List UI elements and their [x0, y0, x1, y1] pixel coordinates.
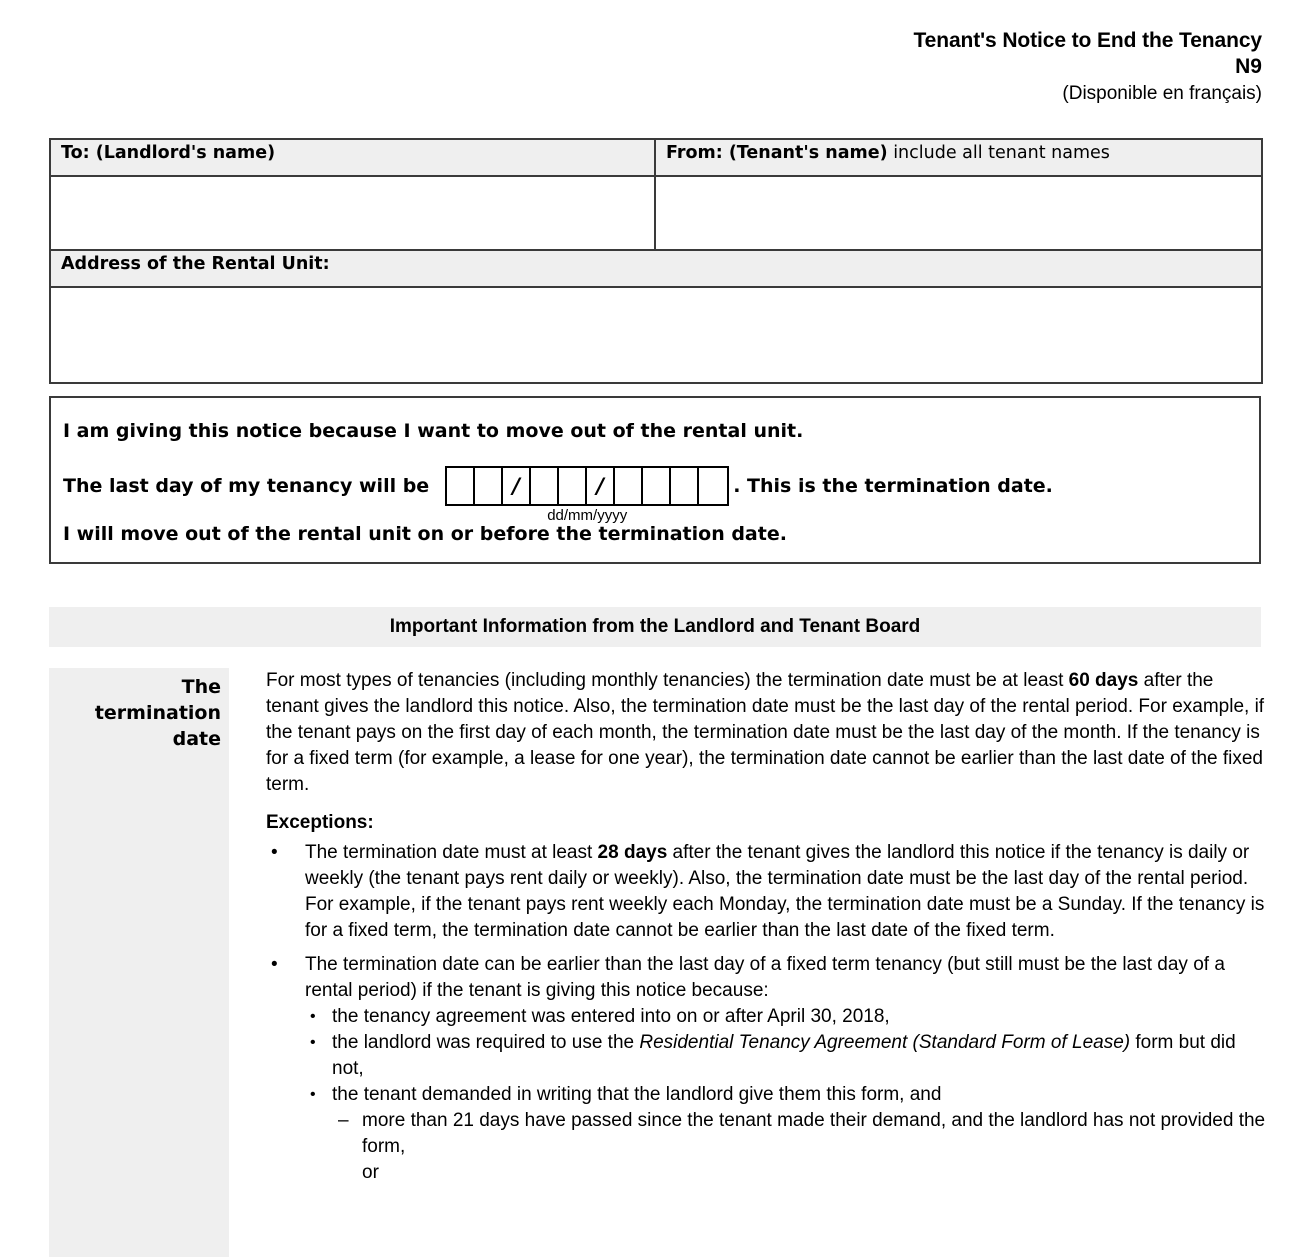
- bullet1-part1: The termination date must at least: [305, 842, 598, 863]
- landlord-name-label: To: (Landlord's name): [61, 143, 276, 163]
- sub-bullet-standard-form-part1: the landlord was required to use the: [332, 1032, 640, 1053]
- sub-bullet-standard-form-part2: form but did not,: [332, 1032, 1236, 1079]
- date-cell-m2[interactable]: [559, 468, 587, 504]
- notice-declaration-box: [49, 396, 1261, 564]
- form-code: N9: [1235, 55, 1262, 78]
- landlord-name-field[interactable]: [50, 176, 655, 250]
- bullet1-emphasis-28-days: 28 days: [597, 842, 668, 863]
- date-cell-y1[interactable]: [615, 468, 643, 504]
- list-item: [305, 1004, 1271, 1030]
- bullet1-part2: after the tenant gives the landlord this notice if the tenancy is daily or weekly (the tenant pays rent daily or weekly). Also, the termination date must be the last day of the rental period. For example, if the tenant pays rent weekly each Monday, the termination date must be a Sunday. If the tenancy is for a fixed term, the termination date cannot be earlier than the last date of the fixed term.: [305, 842, 1265, 941]
- important-information-banner: Important Information from the Landlord and Tenant Board: [49, 607, 1261, 647]
- rental-address-header: [50, 250, 1262, 287]
- termination-date-field[interactable]: [445, 466, 729, 525]
- document-header: [913, 28, 1262, 107]
- termination-date-boxes[interactable]: [445, 466, 729, 506]
- table-row: [50, 139, 1262, 176]
- table-row: [50, 287, 1262, 383]
- paragraph1-part1: For most types of tenancies (including monthly tenancies) the termination date must be at least: [266, 670, 1069, 691]
- list-item: [332, 1108, 1271, 1160]
- exceptions-list: [266, 840, 1271, 1186]
- paragraph1-part2: after the tenant gives the landlord this notice. Also, the termination date must be the last day of the rental period. For example, if the tenant pays on the first day of each month, the termination date must be the last day of the month. If the tenancy is for a fixed term (for example, a lease for one year), the termination date cannot be earlier than the last date of the fixed term.: [266, 670, 1265, 795]
- list-item: [266, 952, 1271, 1186]
- move-out-statement: I will move out of the rental unit on or before the termination date.: [63, 523, 787, 545]
- rental-address-label: Address of the Rental Unit:: [61, 254, 330, 274]
- date-cell-sep2: /: [587, 468, 615, 504]
- date-cell-y4[interactable]: [699, 468, 727, 504]
- sub-bullet-tenancy-agreement-date: the tenancy agreement was entered into on or after April 30, 2018,: [332, 1006, 890, 1027]
- date-cell-sep1: /: [503, 468, 531, 504]
- tenant-name-label: From: (Tenant's name): [666, 143, 888, 163]
- termination-date-paragraph: [266, 668, 1271, 798]
- exception-conditions-list: [305, 1004, 1271, 1186]
- section-label-column: [49, 668, 229, 1257]
- tenant-name-field[interactable]: [655, 176, 1262, 250]
- date-cell-d1[interactable]: [447, 468, 475, 504]
- language-availability-note: (Disponible en français): [1062, 83, 1262, 104]
- page-title: Tenant's Notice to End the Tenancy: [913, 29, 1262, 52]
- termination-date-row: [63, 466, 1053, 525]
- table-row: [50, 176, 1262, 250]
- date-cell-y2[interactable]: [643, 468, 671, 504]
- date-cell-y3[interactable]: [671, 468, 699, 504]
- tenant-name-header: [655, 139, 1262, 176]
- date-cell-m1[interactable]: [531, 468, 559, 504]
- rental-address-field[interactable]: [50, 287, 1262, 383]
- table-row: [50, 250, 1262, 287]
- date-cell-d2[interactable]: [475, 468, 503, 504]
- landlord-name-header: [50, 139, 655, 176]
- section-content-column: [229, 668, 1271, 1257]
- termination-date-suffix: . This is the termination date.: [733, 475, 1053, 497]
- paragraph1-emphasis-60-days: 60 days: [1068, 670, 1139, 691]
- sub-bullet-tenant-demanded: the tenant demanded in writing that the landlord give them this form, and: [332, 1084, 942, 1105]
- tenant-name-hint: include all tenant names: [887, 143, 1110, 163]
- date-format-hint: dd/mm/yyyy: [547, 507, 628, 524]
- dash-item-21-days: more than 21 days have passed since the tenant made their demand, and the landlord has not provided the form,: [362, 1110, 1266, 1157]
- standard-form-of-lease-title: Residential Tenancy Agreement (Standard Form of Lease): [639, 1032, 1131, 1053]
- list-item: [266, 840, 1271, 944]
- termination-date-label: The last day of my tenancy will be: [63, 475, 430, 497]
- exceptions-heading: Exceptions:: [266, 812, 374, 833]
- section-label-termination-date: The termination date: [94, 676, 221, 750]
- dash-list-or-connector: or: [362, 1162, 379, 1183]
- demand-outcome-list: [332, 1108, 1271, 1160]
- parties-table: [49, 138, 1263, 384]
- list-item: [305, 1030, 1271, 1082]
- bullet2-intro: The termination date can be earlier than the last day of a fixed term tenancy (but still must be the last day of a rental period) if the tenant is giving this notice because:: [305, 954, 1225, 1001]
- important-information-body: [49, 668, 1271, 1257]
- list-item: [305, 1082, 1271, 1186]
- notice-reason-statement: I am giving this notice because I want to move out of the rental unit.: [63, 420, 804, 442]
